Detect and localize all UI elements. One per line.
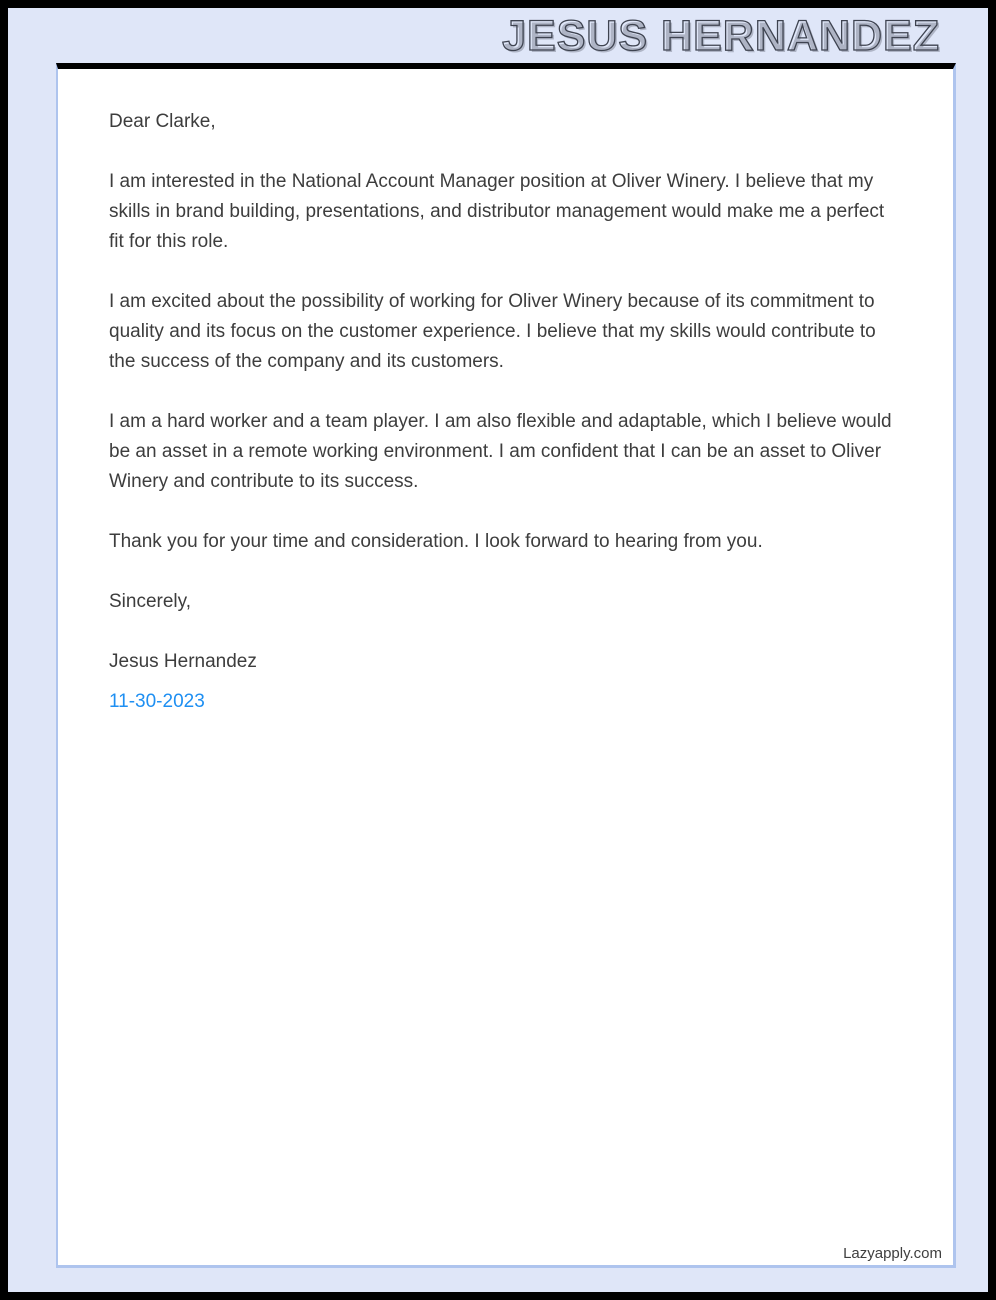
letter-paragraph: I am excited about the possibility of working for Oliver Winery because of its commitment to quality and its focus on the customer experience. I believe that my skills would contribute to the success of the company and its customers.	[109, 291, 876, 372]
letter-paragraph: I am a hard worker and a team player. I am also flexible and adaptable, which I believe would be an asset in a remote working environment. I am confident that I can be an asset to Oliver Winery and contribute to its success.	[109, 411, 892, 492]
letter-paragraph: Thank you for your time and consideration. I look forward to hearing from you.	[109, 531, 763, 552]
salutation: Dear Clarke,	[109, 111, 216, 132]
signature-name: Jesus Hernandez	[109, 651, 257, 672]
letter-date: 11-30-2023	[109, 691, 205, 712]
header-name: JESUS HERNANDEZ	[502, 12, 940, 60]
letter-document	[56, 63, 956, 1268]
letter-paragraph: I am interested in the National Account Manager position at Oliver Winery. I believe that my skills in brand building, presentations, and distributor management would make me a perfect fit for this role.	[109, 171, 885, 252]
watermark: Lazyapply.com	[843, 1245, 942, 1262]
closing: Sincerely,	[109, 591, 192, 612]
